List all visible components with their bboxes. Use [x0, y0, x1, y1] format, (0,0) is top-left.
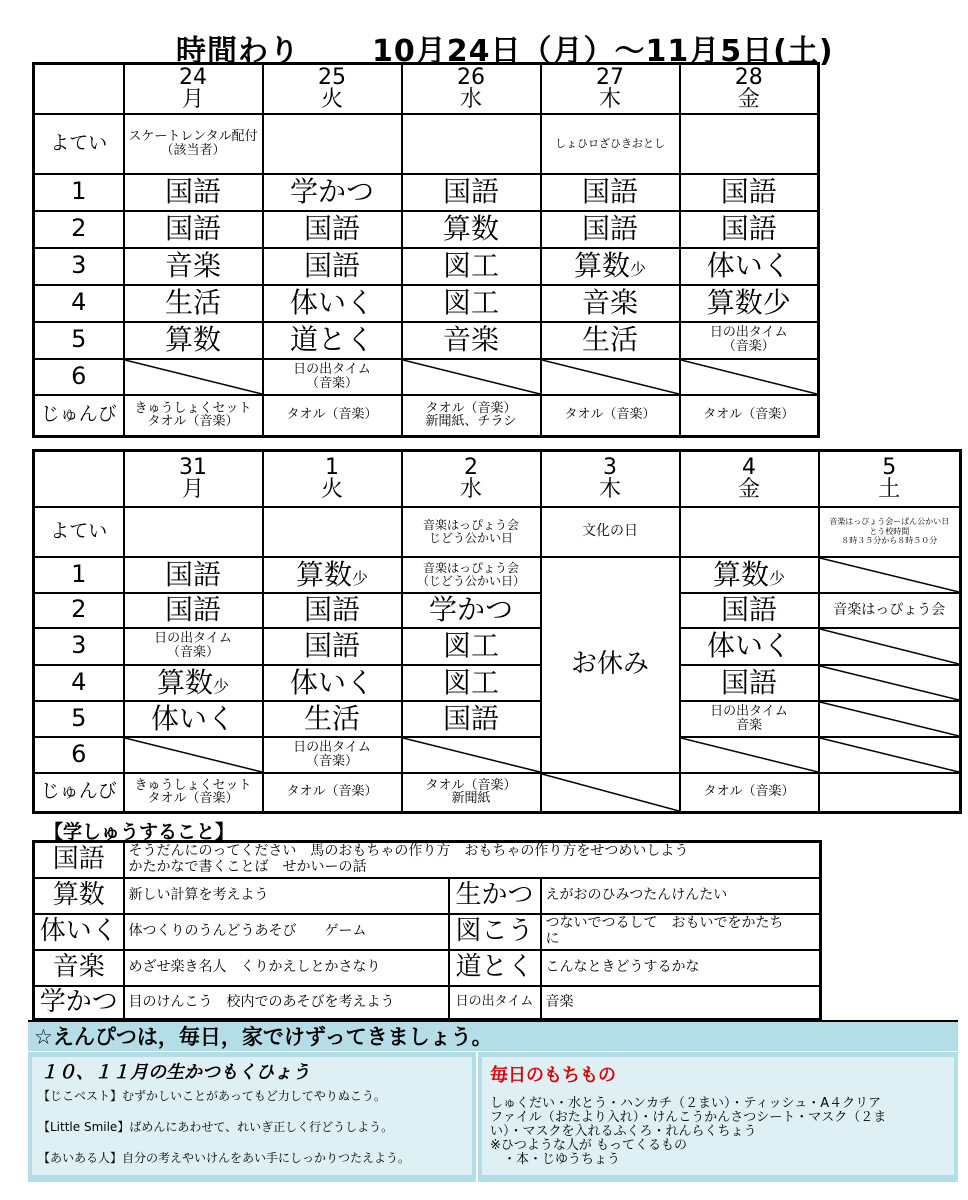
- empty-slot: [402, 737, 541, 773]
- subject-cell: 国語: [541, 174, 680, 211]
- period-row: [34, 174, 819, 211]
- period-row: [34, 211, 819, 248]
- small-marker: 少: [630, 260, 647, 280]
- empty-slot: [819, 557, 961, 593]
- small-marker: 少: [213, 676, 230, 696]
- period-number: 2: [34, 593, 124, 628]
- row-label: よてい: [34, 507, 124, 557]
- junbi-cell: タオル（音楽） 新聞紙、チラシ: [402, 395, 541, 437]
- subject-cell: 音楽はっぴょう会 （じどう公かい日）: [402, 557, 541, 593]
- subject-cell: 体いく: [263, 285, 402, 322]
- yotei-cell: [680, 114, 819, 174]
- subject-cell: 学かつ: [263, 174, 402, 211]
- subject-cell: 国語: [263, 211, 402, 248]
- goal-line: 【Little Smile】ばめんにあわせて、れいぎ正しく行どうしよう。: [38, 1120, 394, 1134]
- period-row: [34, 593, 961, 628]
- period-number: 3: [34, 628, 124, 665]
- empty-slot: [819, 665, 961, 701]
- header-row: [34, 451, 961, 507]
- yotei-row: [34, 114, 819, 174]
- period-row: [34, 737, 961, 773]
- study-text: 体つくりのうんどうあそび ゲーム: [124, 914, 449, 950]
- subject-cell: 音楽: [124, 248, 263, 285]
- day-header: 4 金: [680, 451, 819, 507]
- belongings-line: い）・マスクを入れるふくろ・れんらくちょう: [490, 1124, 757, 1139]
- empty-slot: [819, 628, 961, 665]
- header-row: [34, 64, 819, 114]
- yotei-cell: スケートレンタル配付 （該当者）: [124, 114, 263, 174]
- empty-slot: [819, 737, 961, 773]
- period-number: 5: [34, 322, 124, 359]
- subject-cell: 算数少: [263, 557, 402, 593]
- junbi-row: [34, 773, 961, 813]
- subject-cell: 国語: [124, 593, 263, 628]
- junbi-cell: きゅうしょくセット タオル（音楽）: [124, 773, 263, 813]
- subject-cell: 国語: [680, 211, 819, 248]
- subject-cell: 日の出タイム （音楽）: [263, 737, 402, 773]
- pencil-notice: ☆えんぴつは，毎日，家でけずってきましょう。: [28, 1020, 958, 1051]
- period-number: 6: [34, 359, 124, 395]
- study-table: [32, 840, 822, 1021]
- study-row: [34, 950, 821, 986]
- period-row: [34, 665, 961, 701]
- period-number: 3: [34, 248, 124, 285]
- belongings-title: 毎日のもちもの: [490, 1065, 616, 1086]
- junbi-cell: タオル（音楽）: [680, 773, 819, 813]
- yotei-cell: [263, 507, 402, 557]
- belongings-line: しゅくだい・水とう・ハンカチ（２まい）・ティッシュ・A４クリア: [490, 1096, 882, 1111]
- goals-title: １０、１１月の生かつもくひょう: [40, 1062, 310, 1083]
- yotei-cell: 音楽はっぴょう会ーぱん公かい日 とう校時間 ８時３５分から８時５０分: [819, 507, 961, 557]
- timetable-week2: [32, 449, 962, 814]
- junbi-cell: タオル（音楽）: [263, 395, 402, 437]
- belongings-line: ・本・じゆうちょう: [490, 1152, 621, 1167]
- subject-cell: 生活: [124, 285, 263, 322]
- subject-cell: 体いく: [124, 701, 263, 737]
- subject-cell: 算数少: [124, 665, 263, 701]
- subject-cell: 日の出タイム （音楽）: [680, 322, 819, 359]
- junbi-row: [34, 395, 819, 437]
- study-text: 目のけんこう 校内でのあそびを考えよう: [124, 986, 449, 1020]
- subject-cell: 国語: [680, 593, 819, 628]
- day-header: 24 月: [124, 64, 263, 114]
- study-text: めざせ楽き名人 くりかえしとかさなり: [124, 950, 449, 986]
- subject-label: 図こう: [449, 914, 541, 950]
- subject-cell: 学かつ: [402, 593, 541, 628]
- period-row: [34, 359, 819, 395]
- goal-line: 【じこベスト】むずかしいことがあってもど力してやりぬこう。: [38, 1089, 386, 1103]
- yotei-row: [34, 507, 961, 557]
- study-text: 音楽: [541, 986, 821, 1020]
- corner-cell: [34, 64, 124, 114]
- period-row: [34, 628, 961, 665]
- belongings-box: [478, 1052, 958, 1182]
- row-label: よてい: [34, 114, 124, 174]
- empty-slot: [124, 737, 263, 773]
- subject-cell: 日の出タイム （音楽）: [263, 359, 402, 395]
- goals-panel: [32, 1057, 472, 1175]
- subject-label: 生かつ: [449, 878, 541, 914]
- subject-cell: 音楽: [541, 285, 680, 322]
- period-number: 4: [34, 285, 124, 322]
- subject-cell: 道とく: [263, 322, 402, 359]
- day-header: 25 火: [263, 64, 402, 114]
- junbi-cell: タオル（音楽）: [541, 395, 680, 437]
- junbi-cell: [819, 773, 961, 813]
- subject-cell: 図工: [402, 628, 541, 665]
- subject-label: 体いく: [34, 914, 124, 950]
- subject-cell: 音楽: [402, 322, 541, 359]
- study-text: そうだんにのってください 馬のおもちゃの作り方 おもちゃの作り方をせつめいしよう かたかなで書くことば せかいーの話: [124, 842, 821, 878]
- subject-cell: 体いく: [680, 248, 819, 285]
- junbi-cell: タオル（音楽）: [680, 395, 819, 437]
- empty-slot: [402, 359, 541, 395]
- day-header: 2 水: [402, 451, 541, 507]
- study-row: [34, 842, 821, 878]
- day-header: 26 水: [402, 64, 541, 114]
- empty-slot: [680, 737, 819, 773]
- belongings-text: [490, 1097, 950, 1167]
- subject-cell: 国語: [124, 174, 263, 211]
- empty-slot: [541, 773, 680, 813]
- subject-cell: 算数少: [541, 248, 680, 285]
- subject-cell: 日の出タイム 音楽: [680, 701, 819, 737]
- yotei-cell: [680, 507, 819, 557]
- day-header: 5 土: [819, 451, 961, 507]
- period-row: [34, 322, 819, 359]
- day-header: 3 木: [541, 451, 680, 507]
- subject-cell: 国語: [680, 665, 819, 701]
- belongings-line: ファイル（おたより入れ）・けんこうかんさつシート・マスク（２ま: [490, 1110, 887, 1125]
- empty-slot: [541, 359, 680, 395]
- subject-cell: 算数: [402, 211, 541, 248]
- subject-cell: 国語: [402, 174, 541, 211]
- goal-line: 【あいある人】自分の考えやいけんをあい手にしっかりつたえよう。: [38, 1151, 411, 1165]
- subject-label: 日の出タイム: [449, 986, 541, 1020]
- timetable-week1: [32, 62, 820, 438]
- period-number: 2: [34, 211, 124, 248]
- small-marker: 少: [769, 568, 786, 588]
- row-label: じゅんび: [34, 773, 124, 813]
- period-row: [34, 248, 819, 285]
- goals-box: [28, 1052, 476, 1182]
- junbi-cell: タオル（音楽）: [263, 773, 402, 813]
- junbi-cell: きゅうしょくセット タオル（音楽）: [124, 395, 263, 437]
- study-heading: 【学しゅうすること】: [44, 821, 235, 843]
- title-main: 時間わり: [176, 34, 300, 69]
- subject-cell: 図工: [402, 248, 541, 285]
- empty-slot: [124, 359, 263, 395]
- day-header: 1 火: [263, 451, 402, 507]
- empty-slot: [819, 701, 961, 737]
- small-marker: 少: [352, 568, 369, 588]
- subject-cell: 図工: [402, 665, 541, 701]
- subject-cell: 算数少: [680, 557, 819, 593]
- period-number: 5: [34, 701, 124, 737]
- belongings-line: ※ひつような人が もってくるもの: [490, 1138, 688, 1153]
- subject-cell: 体いく: [263, 665, 402, 701]
- subject-cell: 日の出タイム （音楽）: [124, 628, 263, 665]
- period-number: 4: [34, 665, 124, 701]
- day-header: 28 金: [680, 64, 819, 114]
- subject-label: 音楽: [34, 950, 124, 986]
- yotei-cell: 文化の日: [541, 507, 680, 557]
- period-number: 1: [34, 174, 124, 211]
- study-row: [34, 914, 821, 950]
- subject-cell: 国語: [680, 174, 819, 211]
- subject-label: 国語: [34, 842, 124, 878]
- yotei-cell: [263, 114, 402, 174]
- period-row: [34, 557, 961, 593]
- holiday-cell: お休み: [541, 557, 680, 773]
- subject-cell: 国語: [124, 557, 263, 593]
- subject-cell: 生活: [541, 322, 680, 359]
- study-text: 新しい計算を考えよう: [124, 878, 449, 914]
- subject-cell: 算数少: [680, 285, 819, 322]
- subject-cell: 国語: [124, 211, 263, 248]
- study-row: [34, 986, 821, 1020]
- subject-cell: 生活: [263, 701, 402, 737]
- yotei-cell: [124, 507, 263, 557]
- subject-label: 学かつ: [34, 986, 124, 1020]
- subject-cell: 国語: [263, 248, 402, 285]
- yotei-cell: しょひロざひきおとし: [541, 114, 680, 174]
- yotei-cell: 音楽はっぴょう会 じどう公かい日: [402, 507, 541, 557]
- title-range: 10月24日（月）～11月5日(土): [372, 34, 834, 69]
- corner-cell: [34, 451, 124, 507]
- row-label: じゅんび: [34, 395, 124, 437]
- study-text: えがおのひみつたんけんたい: [541, 878, 821, 914]
- day-header: 27 木: [541, 64, 680, 114]
- subject-cell: 国語: [263, 628, 402, 665]
- belongings-panel: [482, 1057, 954, 1175]
- subject-label: 道とく: [449, 950, 541, 986]
- period-number: 1: [34, 557, 124, 593]
- period-row: [34, 285, 819, 322]
- subject-cell: 国語: [402, 701, 541, 737]
- subject-label: 算数: [34, 878, 124, 914]
- period-number: 6: [34, 737, 124, 773]
- junbi-cell: タオル（音楽） 新聞紙: [402, 773, 541, 813]
- day-header: 31 月: [124, 451, 263, 507]
- subject-cell: 国語: [263, 593, 402, 628]
- period-row: [34, 701, 961, 737]
- empty-slot: [680, 359, 819, 395]
- subject-cell: 図工: [402, 285, 541, 322]
- study-text: こんなときどうするかな: [541, 950, 821, 986]
- subject-cell: 算数: [124, 322, 263, 359]
- subject-cell: 音楽はっぴょう会: [819, 593, 961, 628]
- subject-cell: 体いく: [680, 628, 819, 665]
- study-row: [34, 878, 821, 914]
- subject-cell: 国語: [541, 211, 680, 248]
- yotei-cell: [402, 114, 541, 174]
- study-text: つないでつるして おもいでをかたち に: [541, 914, 821, 950]
